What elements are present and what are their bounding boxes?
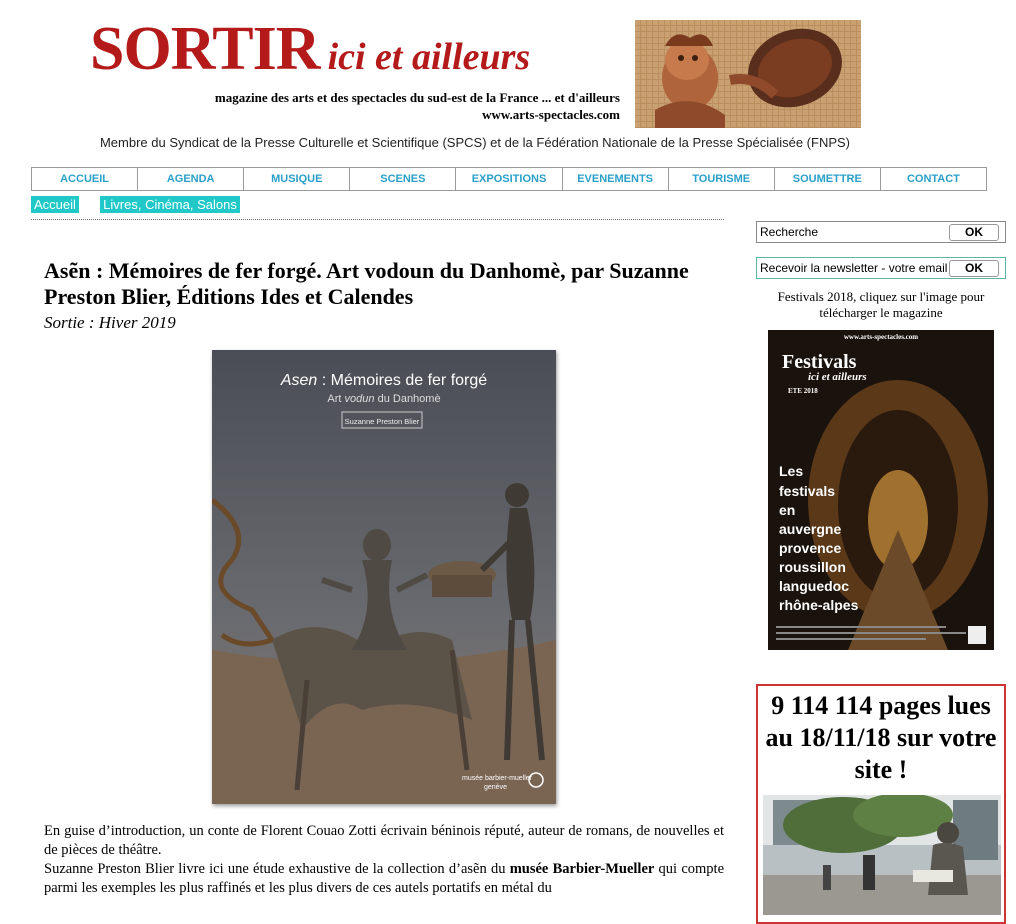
header-mosaic-image — [635, 20, 861, 128]
article-body — [44, 822, 724, 898]
poster-edition: ETE 2018 — [788, 387, 818, 395]
stats-photo — [763, 795, 1001, 915]
poster-line-1: Les — [779, 463, 804, 479]
svg-text:Art vodun du Danhomè — [327, 393, 440, 405]
logo-title-main: SORTIR — [90, 15, 320, 83]
search-input[interactable]: Recherche — [760, 225, 819, 239]
site-logo[interactable] — [90, 15, 531, 83]
nav-expositions[interactable]: EXPOSITIONS — [456, 168, 562, 190]
article-title: Asẽn : Mémoires de fer forgé. Art vodoun du Danhomè, par Suzanne Preston Blier, Éditions Ides et Calendes — [44, 258, 689, 309]
poster-line-5: provence — [779, 540, 842, 556]
svg-text:Asen : Mémoires de fer forgé — [280, 372, 487, 389]
article-release-date: Sortie : Hiver 2019 — [44, 313, 176, 332]
poster-line-3: en — [779, 502, 796, 518]
festival-magazine-cover[interactable] — [768, 330, 994, 650]
nav-agenda[interactable]: AGENDA — [138, 168, 244, 190]
poster-url: www.arts-spectacles.com — [843, 333, 919, 341]
divider — [31, 219, 724, 220]
main-nav — [31, 167, 987, 191]
nav-evenements[interactable]: EVENEMENTS — [563, 168, 669, 190]
cover-subtitle-italic: vodun — [344, 393, 375, 405]
nav-musique[interactable]: MUSIQUE — [244, 168, 350, 190]
article-paragraph-1: En guise d’introduction, un conte de Florent Couao Zotti écrivain béninois réputé, auteur de romans, de nouvelles et de pièces de théâtre. — [44, 823, 724, 858]
site-tagline — [150, 89, 620, 123]
poster-subtitle: ici et ailleurs — [808, 371, 867, 383]
cover-title-rest: : Mémoires de fer forgé — [317, 372, 488, 389]
nav-tourisme[interactable]: TOURISME — [669, 168, 775, 190]
page-stats-text: 9 114 114 pages lues au 18/11/18 sur votre site ! — [765, 691, 997, 784]
nav-scenes[interactable]: SCENES — [350, 168, 456, 190]
nav-contact[interactable]: CONTACT — [906, 173, 960, 185]
site-url[interactable]: www.arts-spectacles.com — [482, 107, 620, 122]
museum-name: musée Barbier-Mueller — [509, 861, 655, 877]
page-stats-box — [756, 684, 1006, 924]
breadcrumb — [31, 197, 240, 212]
logo-title-italic: ici et ailleurs — [327, 36, 531, 78]
article-paragraph-2: Suzanne Preston Blier livre ici une étude exhaustive de la collection d’asẽn du musée Barbier-Mueller qui compte parmi les exemples les plus raffinés et les plus divers de ces autels portatifs en métal du — [44, 861, 724, 896]
nav-soumettre[interactable]: SOUMETTRE — [775, 168, 881, 190]
poster-line-6: roussillon — [779, 559, 846, 575]
cover-publisher-line1: musée barbier-mueller — [462, 775, 533, 782]
search-ok-button[interactable]: OK — [949, 224, 999, 241]
poster-line-7: languedoc — [779, 578, 850, 594]
cover-subtitle-pre: Art — [327, 393, 345, 405]
poster-line-8: rhône-alpes — [779, 597, 859, 613]
cover-title-italic: Asen — [280, 372, 318, 389]
qr-code-icon — [968, 626, 986, 644]
search-form — [756, 221, 1006, 243]
poster-line-4: auvergne — [779, 521, 842, 537]
newsletter-form — [756, 257, 1006, 279]
cover-publisher-line2: genève — [484, 784, 507, 791]
breadcrumb-home[interactable]: Accueil — [31, 196, 79, 213]
newsletter-ok-button[interactable]: OK — [949, 260, 999, 277]
breadcrumb-section[interactable]: Livres, Cinéma, Salons — [100, 196, 240, 213]
membership-notice: Membre du Syndicat de la Presse Culturelle et Scientifique (SPCS) et de la Fédération Nationale de la Presse Spécialisée (FNPS) — [99, 135, 851, 150]
poster-line-2: festivals — [779, 483, 836, 499]
book-cover-image — [212, 350, 556, 804]
nav-accueil[interactable]: ACCUEIL — [32, 168, 138, 190]
poster-title: Festivals — [782, 351, 857, 373]
newsletter-email-input[interactable]: Recevoir la newsletter - votre email — [760, 261, 948, 275]
festival-caption: Festivals 2018, cliquez sur l'image pour télécharger le magazine — [777, 289, 985, 320]
cover-author: Suzanne Preston Blier — [344, 417, 420, 426]
cover-subtitle-post: du Danhomè — [374, 393, 441, 405]
tagline-text: magazine des arts et des spectacles du sud-est de la France ... et d'ailleurs — [214, 90, 620, 105]
